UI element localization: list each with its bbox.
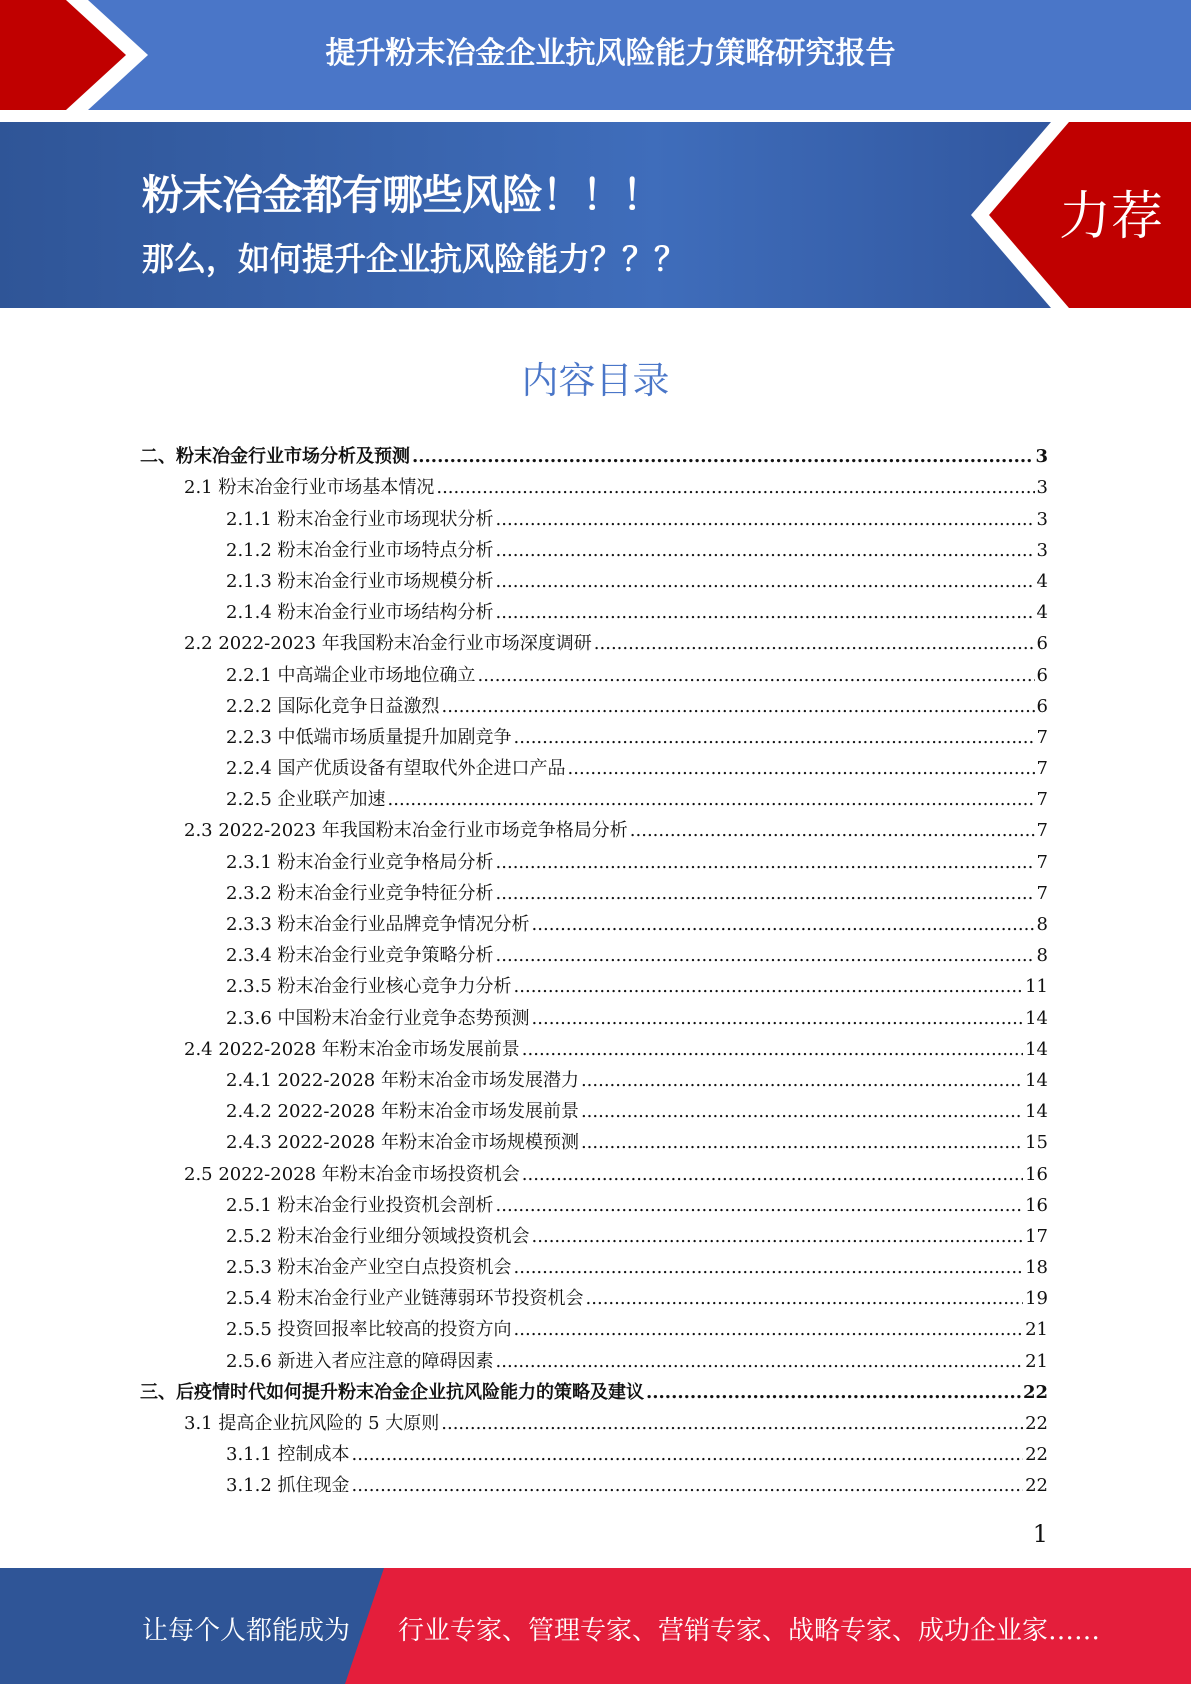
toc-entry-text: 2.5.4 粉末冶金行业产业链薄弱环节投资机会 [226,1288,584,1310]
toc-entry[interactable] [140,780,1048,811]
toc-entry-page: 7 [1036,851,1048,873]
toc-entry-text: 2.5.5 投资回报率比较高的投资方向 [226,1319,512,1341]
toc-leader-dots [586,1288,1024,1310]
toc-entry-page: 11 [1025,976,1048,998]
toc-entry-page: 14 [1025,1069,1048,1091]
toc-entry-page: 14 [1025,1101,1048,1123]
toc-entry-text: 2.1.2 粉末冶金行业市场特点分析 [226,539,494,561]
toc-entry-text: 二、粉末冶金行业市场分析及预测 [140,446,410,468]
toc-entry[interactable] [140,1061,1048,1092]
toc-entry-page: 4 [1036,570,1048,592]
toc-entry[interactable] [140,655,1048,686]
toc-entry-text: 2.1.3 粉末冶金行业市场规模分析 [226,570,494,592]
toc-entry-text: 2.4 2022-2028 年粉末冶金市场发展前景 [184,1038,520,1060]
toc-entry-page: 3 [1036,477,1048,499]
toc-leader-dots [496,1195,1024,1217]
toc-entry-page: 7 [1036,758,1048,780]
toc-leader-dots [388,789,1035,811]
toc-entry[interactable] [140,1341,1048,1372]
toc-entry[interactable] [140,1186,1048,1217]
toc-entry[interactable] [140,1466,1048,1497]
toc-entry-page: 6 [1036,664,1048,686]
toc-entry-text: 2.3.1 粉末冶金行业竞争格局分析 [226,851,494,873]
toc-entry-text: 3.1.2 抓住现金 [226,1475,350,1497]
toc-title: 内容目录 [521,359,670,402]
toc-entry-page: 8 [1036,945,1048,967]
toc-entry[interactable] [140,1092,1048,1123]
toc-leader-dots [496,852,1035,874]
toc-entry-page: 22 [1025,1413,1048,1434]
toc-entry[interactable] [140,1435,1048,1466]
toc-leader-dots [522,1039,1023,1061]
toc-entry-page: 4 [1036,602,1048,624]
toc-entry-page: 22 [1022,1381,1048,1403]
toc-entry-text: 2.4.3 2022-2028 年粉末冶金市场规模预测 [226,1132,579,1154]
toc-entry-text: 2.5.2 粉末冶金行业细分领域投资机会 [226,1225,530,1247]
toc-entry[interactable] [140,1279,1048,1310]
toc-entry[interactable] [140,1123,1048,1154]
toc-leader-dots [478,665,1035,687]
toc-entry[interactable] [140,593,1048,624]
toc-entry[interactable] [140,531,1048,562]
toc-entry-text: 2.2.2 国际化竞争日益激烈 [226,695,440,717]
toc-entry[interactable] [140,562,1048,593]
toc-entry[interactable] [140,1373,1048,1404]
toc-entry-page: 22 [1025,1444,1048,1466]
toc-entry-text: 2.2 2022-2023 年我国粉末冶金行业市场深度调研 [184,633,592,655]
toc-leader-dots [412,446,1033,468]
toc-entry-page: 15 [1025,1132,1048,1154]
toc-entry-text: 2.2.1 中高端企业市场地位确立 [226,664,476,686]
toc-entry-page: 16 [1025,1194,1048,1216]
toc-entry-page: 16 [1025,1163,1048,1185]
toc-leader-dots [594,633,1035,655]
toc-entry-text: 2.5 2022-2028 年粉末冶金市场投资机会 [184,1163,520,1185]
toc-entry-page: 21 [1025,1350,1048,1372]
toc-leader-dots [514,1257,1024,1279]
toc-entry[interactable] [140,687,1048,718]
toc-entry[interactable] [140,1217,1048,1248]
toc-entry[interactable] [140,842,1048,873]
toc-entry[interactable] [140,749,1048,780]
toc-leader-dots [532,1226,1024,1248]
toc-entry-text: 2.5.6 新进入者应注意的障碍因素 [226,1350,494,1372]
toc-entry-page: 3 [1035,446,1048,468]
toc-leader-dots [496,883,1035,905]
toc-entry-page: 18 [1025,1257,1048,1279]
toc-leader-dots [581,1132,1023,1154]
toc-entry[interactable] [140,1030,1048,1061]
toc-leader-dots [496,509,1035,531]
footer-banner [0,1568,1191,1684]
toc-leader-dots [581,1101,1023,1123]
toc-entry-page: 21 [1025,1319,1048,1341]
toc-entry-text: 2.1.4 粉末冶金行业市场结构分析 [226,602,494,624]
toc-entry-text: 2.1 粉末冶金行业市场基本情况 [184,477,435,499]
toc-entry-text: 2.3.5 粉末冶金行业核心竞争力分析 [226,976,512,998]
toc-entry-page: 7 [1036,789,1048,811]
toc-entry[interactable] [140,874,1048,905]
toc-leader-dots [522,1164,1023,1186]
recommend-badge: 力荐 [1058,187,1163,247]
toc-leader-dots [496,1351,1024,1373]
toc-entry-text: 2.3.6 中国粉末冶金行业竞争态势预测 [226,1007,530,1029]
toc-entry[interactable] [140,905,1048,936]
toc-entry-text: 2.2.5 企业联产加速 [226,789,386,811]
toc-leader-dots [646,1382,1021,1404]
top-banner [0,0,1191,110]
toc-entry-text: 2.5.1 粉末冶金行业投资机会剖析 [226,1194,494,1216]
toc-entry-text: 3.1 提高企业抗风险的 5 大原则 [184,1413,440,1434]
toc-leader-dots [514,1319,1024,1341]
toc-leader-dots [532,1008,1024,1030]
toc-entry-text: 三、后疫情时代如何提升粉末冶金企业抗风险能力的策略及建议 [140,1381,644,1403]
footer-slogan-left: 让每个人都能成为 [142,1616,351,1646]
toc-leader-dots [532,914,1035,936]
toc-entry[interactable] [140,1404,1048,1435]
toc-entry-page: 14 [1025,1007,1048,1029]
toc-leader-dots [352,1475,1024,1497]
toc-entry-text: 2.2.3 中低端市场质量提升加剧竞争 [226,726,512,748]
page-number: 1 [1032,1520,1048,1548]
toc-entry-page: 3 [1036,508,1048,530]
toc-leader-dots [514,727,1035,749]
toc-leader-dots [436,477,1034,499]
toc-entry-page: 6 [1036,695,1048,717]
toc-entry[interactable] [140,499,1048,530]
toc-leader-dots [496,945,1035,967]
toc-entry[interactable] [140,967,1048,998]
hero-banner [0,122,1191,308]
toc-entry[interactable] [140,998,1048,1029]
toc-entry[interactable] [140,936,1048,967]
toc-entry-text: 2.3 2022-2023 年我国粉末冶金行业市场竞争格局分析 [184,820,628,842]
toc-leader-dots [514,976,1024,998]
toc-leader-dots [496,602,1035,624]
toc-entry[interactable] [140,624,1048,655]
toc-entry[interactable] [140,718,1048,749]
toc-entry-page: 17 [1025,1225,1048,1247]
toc-entry-page: 7 [1036,726,1048,748]
toc-entry-text: 2.1.1 粉末冶金行业市场现状分析 [226,508,494,530]
toc-leader-dots [630,820,1035,842]
toc-leader-dots [496,571,1035,593]
toc-entry[interactable] [140,1154,1048,1185]
toc-entry-text: 2.2.4 国产优质设备有望取代外企进口产品 [226,758,566,780]
toc-leader-dots [581,1070,1023,1092]
footer-slogan-right: 行业专家、管理专家、营销专家、战略专家、成功企业家…… [398,1616,1101,1646]
toc-leader-dots [352,1444,1024,1466]
toc-entry-page: 22 [1025,1475,1048,1497]
toc-leader-dots [441,1413,1023,1435]
toc-leader-dots [568,758,1035,780]
toc-entry-text: 2.3.4 粉末冶金行业竞争策略分析 [226,945,494,967]
toc-entry-text: 2.4.1 2022-2028 年粉末冶金市场发展潜力 [226,1069,579,1091]
toc-entry-page: 3 [1036,539,1048,561]
toc-entry-text: 2.5.3 粉末冶金产业空白点投资机会 [226,1257,512,1279]
toc-entry[interactable] [140,468,1048,499]
toc-entry-page: 7 [1036,882,1048,904]
hero-headline: 粉末冶金都有哪些风险！！！ [142,171,662,219]
toc-entry-page: 19 [1025,1288,1048,1310]
toc-entry[interactable] [140,437,1048,468]
toc-leader-dots [496,540,1035,562]
toc-entry[interactable] [140,1310,1048,1341]
table-of-contents [140,437,1048,1497]
toc-entry-text: 2.3.3 粉末冶金行业品牌竞争情况分析 [226,914,530,935]
toc-entry-page: 7 [1036,820,1048,842]
toc-entry-page: 14 [1025,1038,1048,1060]
toc-entry-text: 3.1.1 控制成本 [226,1444,350,1466]
hero-subheadline: 那么，如何提升企业抗风险能力？？？ [142,240,687,278]
toc-entry-text: 2.3.2 粉末冶金行业竞争特征分析 [226,882,494,904]
toc-leader-dots [442,696,1035,718]
toc-entry[interactable] [140,811,1048,842]
toc-entry-text: 2.4.2 2022-2028 年粉末冶金市场发展前景 [226,1101,579,1123]
toc-entry-page: 6 [1036,633,1048,655]
toc-entry-page: 8 [1036,914,1048,935]
report-title: 提升粉末冶金企业抗风险能力策略研究报告 [325,36,896,71]
toc-entry[interactable] [140,1248,1048,1279]
